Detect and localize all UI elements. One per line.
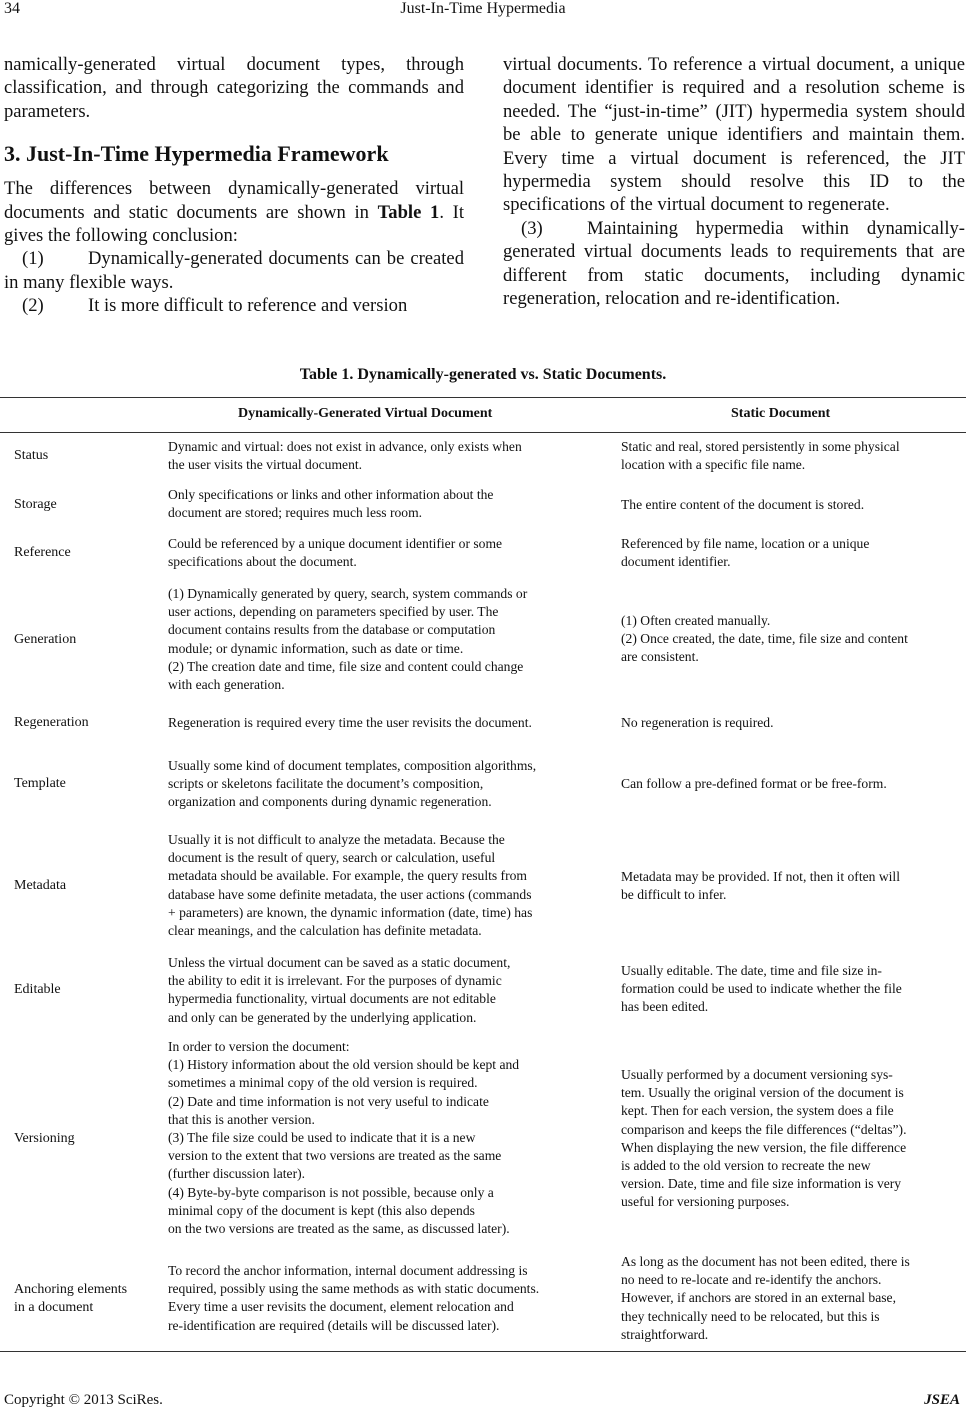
row-label-metadata: Metadata (14, 878, 67, 893)
col-header-static: Static Document (731, 406, 831, 421)
row-label-status: Status (14, 448, 49, 463)
table-reference: Table 1 (377, 201, 440, 223)
cell-regeneration-static: No regeneration is required. (621, 715, 774, 730)
cell-template-dynamic: Usually some kind of document templates, composition algorithms, scripts or skeletons facilitate the document’s composition, organization and components during dynamic regeneration. (168, 758, 537, 810)
running-title: Just-In-Time Hypermedia (400, 0, 566, 17)
row-label-storage: Storage (14, 497, 57, 512)
cell-storage-dynamic: Only specifications or links and other information about the document are stored; requires much less room. (168, 487, 494, 521)
cell-metadata-dynamic: Usually it is not difficult to analyze the metadata. Because the document is the result of query, search or calculation, useful metadata should be available. For example, the query results from database have some definite metadata, the user actions (commands + parameters) are known, the dynamic information (date, time) has clear meanings, and the calculation has definite metadata. (168, 832, 533, 939)
cell-editable-static: Usually editable. The date, time and file size in- formation could be used to indicate whether the file has been edited. (621, 963, 902, 1015)
cell-reference-dynamic: Could be referenced by a unique document identifier or some specifications about the document. (168, 536, 503, 570)
conclusion-item-3: (3) Maintaining hypermedia within dynamically-generated virtual documents leads to requirements that are different from static documents, including dynamic regeneration, relocation and re-identification. (503, 217, 965, 310)
conclusion-item-2: (2) It is more difficult to reference and version (22, 295, 408, 317)
left-paragraph-1: namically-generated virtual document types, through classification, and through categorizing the commands and parameters. (4, 54, 464, 122)
col-header-dynamic: Dynamically-Generated Virtual Document (238, 406, 493, 421)
cell-status-dynamic: Dynamic and virtual: does not exist in advance, only exists when the user visits the virtual document. (168, 439, 522, 473)
cell-template-static: Can follow a pre-defined format or be free-form. (621, 776, 887, 791)
cell-status-static: Static and real, stored persistently in some physical location with a specific file name. (621, 439, 900, 473)
table-bottom-rule (0, 1351, 966, 1352)
cell-generation-dynamic: (1) Dynamically generated by query, search, system commands or user actions, depending on parameters specified by user. The document contains results from the database or computation module; or dynamic information, such as date or time. (2) The creation date and time, file size and content could change with each generation. (168, 586, 528, 693)
right-column (503, 53, 965, 310)
row-label-versioning: Versioning (14, 1131, 75, 1146)
cell-storage-static: The entire content of the document is stored. (621, 497, 865, 512)
copyright-notice: Copyright © 2013 SciRes. (4, 1392, 163, 1408)
row-label-template: Template (14, 776, 66, 791)
cell-anchoring-static: As long as the document has not been edited, there is no need to re-locate and re-identify the anchors. However, if anchors are stored in an external base, they technically need to be relocated, but this is straightforward. (621, 1254, 910, 1342)
row-label-reference: Reference (14, 545, 71, 560)
table-top-rule (0, 397, 966, 398)
cell-versioning-static: Usually performed by a document versioning sys- tem. Usually the original version of the document is kept. Then for each version, the system does a file comparison and keeps the file differences (“deltas”). When displaying the new version, the file difference is added to the old version to recreate the new version. Date, time and file size information is very useful for versioning purposes. (621, 1067, 907, 1210)
page-number: 34 (4, 0, 20, 17)
row-label-generation: Generation (14, 632, 77, 647)
row-label-regeneration: Regeneration (14, 715, 89, 730)
left-column (4, 53, 464, 318)
conclusion-item-1: (1) Dynamically-generated documents can be created in many flexible ways. (4, 248, 464, 293)
cell-reference-static: Referenced by file name, location or a unique document identifier. (621, 536, 870, 570)
cell-editable-dynamic: Unless the virtual document can be saved as a static document, the ability to edit it is irrelevant. For the purposes of dynamic hypermedia functionality, virtual documents are not editable and only can be generated by the underlying application. (168, 955, 511, 1025)
section-heading: 3. Just-In-Time Hypermedia Framework (4, 141, 389, 167)
table-header-rule (0, 432, 966, 433)
cell-regeneration-dynamic: Regeneration is required every time the user revisits the document. (168, 715, 532, 730)
row-label-anchoring: Anchoring elements in a document (14, 1282, 128, 1315)
cell-versioning-dynamic: In order to version the document: (1) History information about the old version should be kept and sometimes a minimal copy of the old version is required. (2) Date and time information is not very useful to indicate that this is another version. (3) The file size could be used to indicate that it is a new version to the extent that two versions are treated as the same (further discussion later). (4) Byte-by-byte comparison is not possible, because only a minimal copy of the document is kept (this also depends on the two versions are treated as the same, as discussed later). (168, 1039, 520, 1237)
cell-anchoring-dynamic: To record the anchor information, internal document addressing is required, possibly using the same methods as with static documents. Every time a user revisits the document, element relocation and re-identification are required (details will be discussed later). (168, 1263, 540, 1333)
cell-metadata-static: Metadata may be provided. If not, then it often will be difficult to infer. (621, 869, 900, 903)
left-paragraph-2: The differences between dynamically-generated virtual documents and static documents are shown in Table 1. It gives the following conclusion: (4, 178, 464, 247)
cell-generation-static: (1) Often created manually. (2) Once created, the date, time, file size and content are consistent. (621, 613, 908, 665)
row-label-editable: Editable (14, 982, 61, 997)
journal-name: JSEA (924, 1392, 960, 1408)
right-paragraph-1: virtual documents. To reference a virtual document, a unique document identifier is required and a resolution scheme is needed. The “just-in-time” (JIT) hypermedia system should be able to generate unique identifiers and maintain them. Every time a virtual document is referenced, the JIT hypermedia system should resolve this ID to the specifications of the virtual document to regenerate. (503, 54, 965, 216)
table-caption: Table 1. Dynamically-generated vs. Static Documents. (299, 366, 667, 383)
